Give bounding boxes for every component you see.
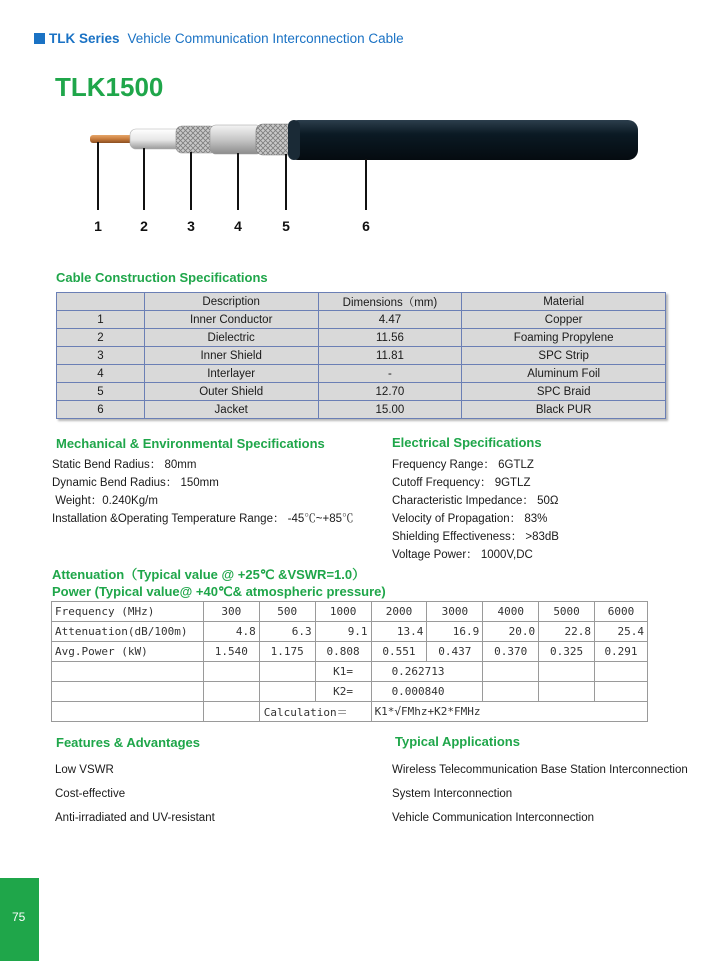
feature-item: Anti-irradiated and UV-resistant xyxy=(55,812,215,824)
power-cell: 0.291 xyxy=(595,642,648,662)
header-cell: Description xyxy=(144,293,318,311)
mechanical-line: Dynamic Bend Radius： 150mm xyxy=(52,477,219,489)
header-cell: Dimensions（mm) xyxy=(318,293,462,311)
applications-list xyxy=(392,758,688,830)
empty-cell xyxy=(483,682,539,702)
series-subtitle: Vehicle Communication Interconnection Cable xyxy=(127,30,404,46)
k1-row xyxy=(52,662,648,682)
power-cell: 1.540 xyxy=(203,642,259,662)
empty-cell xyxy=(203,662,259,682)
table-cell: 5 xyxy=(57,383,145,401)
feature-item: Low VSWR xyxy=(55,764,114,776)
mechanical-line: Weight：0.240Kg/m xyxy=(52,495,158,507)
table-cell: Dielectric xyxy=(144,329,318,347)
table-row xyxy=(57,383,666,401)
attenuation-cell: 20.0 xyxy=(483,622,539,642)
empty-cell xyxy=(595,682,648,702)
power-cell: 0.808 xyxy=(315,642,371,662)
table-cell: - xyxy=(318,365,462,383)
table-row xyxy=(57,329,666,347)
frequency-cell: 2000 xyxy=(371,602,427,622)
table-cell: 1 xyxy=(57,311,145,329)
empty-cell xyxy=(595,662,648,682)
table-cell: Inner Conductor xyxy=(144,311,318,329)
table-cell: Interlayer xyxy=(144,365,318,383)
diagram-label-4: 4 xyxy=(234,218,242,234)
power-title: Power (Typical value@ +40℃& atmospheric pressure) xyxy=(52,584,386,599)
mechanical-line: Installation &Operating Temperature Range： -45℃~+85℃ xyxy=(52,513,354,525)
inner-conductor-shape xyxy=(90,135,134,143)
empty-cell xyxy=(539,662,595,682)
application-item: Vehicle Communication Interconnection xyxy=(392,812,595,824)
table-cell: 12.70 xyxy=(318,383,462,401)
power-cell: 0.551 xyxy=(371,642,427,662)
power-label: Avg.Power (kW) xyxy=(52,642,204,662)
diagram-label-3: 3 xyxy=(187,218,195,234)
table-cell: 2 xyxy=(57,329,145,347)
header-cell xyxy=(57,293,145,311)
page-number: 75 xyxy=(12,910,26,924)
series-name: TLK Series xyxy=(49,30,120,46)
electrical-title: Electrical Specifications xyxy=(392,435,542,450)
table-cell: 11.81 xyxy=(318,347,462,365)
table-cell: 15.00 xyxy=(318,401,462,419)
diagram-label-5: 5 xyxy=(282,218,290,234)
k2-row xyxy=(52,682,648,702)
frequency-cell: 5000 xyxy=(539,602,595,622)
features-title: Features & Advantages xyxy=(56,735,201,750)
table-row xyxy=(57,347,666,365)
cable-cross-section-diagram xyxy=(88,118,648,238)
k1-value: 0.262713 xyxy=(371,662,483,682)
table-cell: Black PUR xyxy=(462,401,666,419)
jacket-end-shape xyxy=(288,120,300,160)
construction-title: Cable Construction Specifications xyxy=(56,270,268,285)
table-cell: Aluminum Foil xyxy=(462,365,666,383)
table-cell: Copper xyxy=(462,311,666,329)
table-cell: 4.47 xyxy=(318,311,462,329)
attenuation-cell: 4.8 xyxy=(203,622,259,642)
attenuation-cell: 22.8 xyxy=(539,622,595,642)
k2-value: 0.000840 xyxy=(371,682,483,702)
table-cell: 4 xyxy=(57,365,145,383)
empty-cell xyxy=(483,662,539,682)
frequency-cell: 500 xyxy=(259,602,315,622)
empty-cell xyxy=(52,682,204,702)
attenuation-cell: 6.3 xyxy=(259,622,315,642)
page-number-tab xyxy=(0,878,39,961)
interlayer-shape xyxy=(210,125,262,154)
empty-cell xyxy=(52,662,204,682)
attenuation-label: Attenuation(dB/100m) xyxy=(52,622,204,642)
calculation-label: Calculation＝ xyxy=(259,702,371,722)
attenuation-table xyxy=(51,601,648,722)
jacket-shape xyxy=(288,120,638,160)
model-title: TLK1500 xyxy=(55,72,164,102)
table-row xyxy=(57,401,666,419)
empty-cell xyxy=(203,682,259,702)
mechanical-title: Mechanical & Environmental Specifications xyxy=(56,436,325,451)
attenuation-cell: 16.9 xyxy=(427,622,483,642)
table-header-row xyxy=(57,293,666,311)
power-cell: 0.325 xyxy=(539,642,595,662)
empty-cell xyxy=(52,702,204,722)
empty-cell xyxy=(539,682,595,702)
frequency-cell: 6000 xyxy=(595,602,648,622)
diagram-label-6: 6 xyxy=(362,218,370,234)
series-square-icon xyxy=(34,33,45,44)
frequency-cell: 300 xyxy=(203,602,259,622)
electrical-line: Frequency Range： 6GTLZ xyxy=(392,459,534,471)
electrical-line: Voltage Power： 1000V,DC xyxy=(392,549,533,561)
electrical-specs xyxy=(392,456,559,564)
empty-cell xyxy=(259,662,315,682)
header-cell: Material xyxy=(462,293,666,311)
table-cell: 3 xyxy=(57,347,145,365)
electrical-line: Velocity of Propagation： 83% xyxy=(392,513,548,525)
construction-table xyxy=(56,292,666,419)
table-cell: 6 xyxy=(57,401,145,419)
power-row xyxy=(52,642,648,662)
frequency-cell: 1000 xyxy=(315,602,371,622)
series-header xyxy=(34,30,404,46)
table-cell: SPC Strip xyxy=(462,347,666,365)
table-cell: SPC Braid xyxy=(462,383,666,401)
feature-item: Cost-effective xyxy=(55,788,126,800)
table-cell: Inner Shield xyxy=(144,347,318,365)
electrical-line: Shielding Effectiveness： >83dB xyxy=(392,531,559,543)
power-cell: 0.437 xyxy=(427,642,483,662)
frequency-row xyxy=(52,602,648,622)
diagram-label-1: 1 xyxy=(94,218,102,234)
k2-label: K2= xyxy=(315,682,371,702)
electrical-line: Characteristic Impedance： 50Ω xyxy=(392,495,559,507)
table-cell: 11.56 xyxy=(318,329,462,347)
power-cell: 1.175 xyxy=(259,642,315,662)
application-item: Wireless Telecommunication Base Station Interconnection xyxy=(392,764,688,776)
attenuation-cell: 9.1 xyxy=(315,622,371,642)
electrical-line: Cutoff Frequency： 9GTLZ xyxy=(392,477,531,489)
calculation-formula: K1*√FMhz+K2*FMHz xyxy=(371,702,647,722)
attenuation-cell: 13.4 xyxy=(371,622,427,642)
attenuation-title: Attenuation（Typical value @ +25℃ &VSWR=1.0） xyxy=(52,567,366,582)
attenuation-row xyxy=(52,622,648,642)
table-row xyxy=(57,311,666,329)
frequency-label: Frequency (MHz) xyxy=(52,602,204,622)
table-cell: Foaming Propylene xyxy=(462,329,666,347)
table-cell: Jacket xyxy=(144,401,318,419)
frequency-cell: 3000 xyxy=(427,602,483,622)
application-item: System Interconnection xyxy=(392,788,513,800)
attenuation-cell: 25.4 xyxy=(595,622,648,642)
features-list xyxy=(55,758,215,830)
empty-cell xyxy=(259,682,315,702)
calculation-row xyxy=(52,702,648,722)
mechanical-line: Static Bend Radius： 80mm xyxy=(52,459,197,471)
table-row xyxy=(57,365,666,383)
frequency-cell: 4000 xyxy=(483,602,539,622)
empty-cell xyxy=(203,702,259,722)
power-cell: 0.370 xyxy=(483,642,539,662)
table-cell: Outer Shield xyxy=(144,383,318,401)
diagram-label-2: 2 xyxy=(140,218,148,234)
applications-title: Typical Applications xyxy=(395,734,520,749)
mechanical-specs xyxy=(52,456,354,528)
k1-label: K1= xyxy=(315,662,371,682)
